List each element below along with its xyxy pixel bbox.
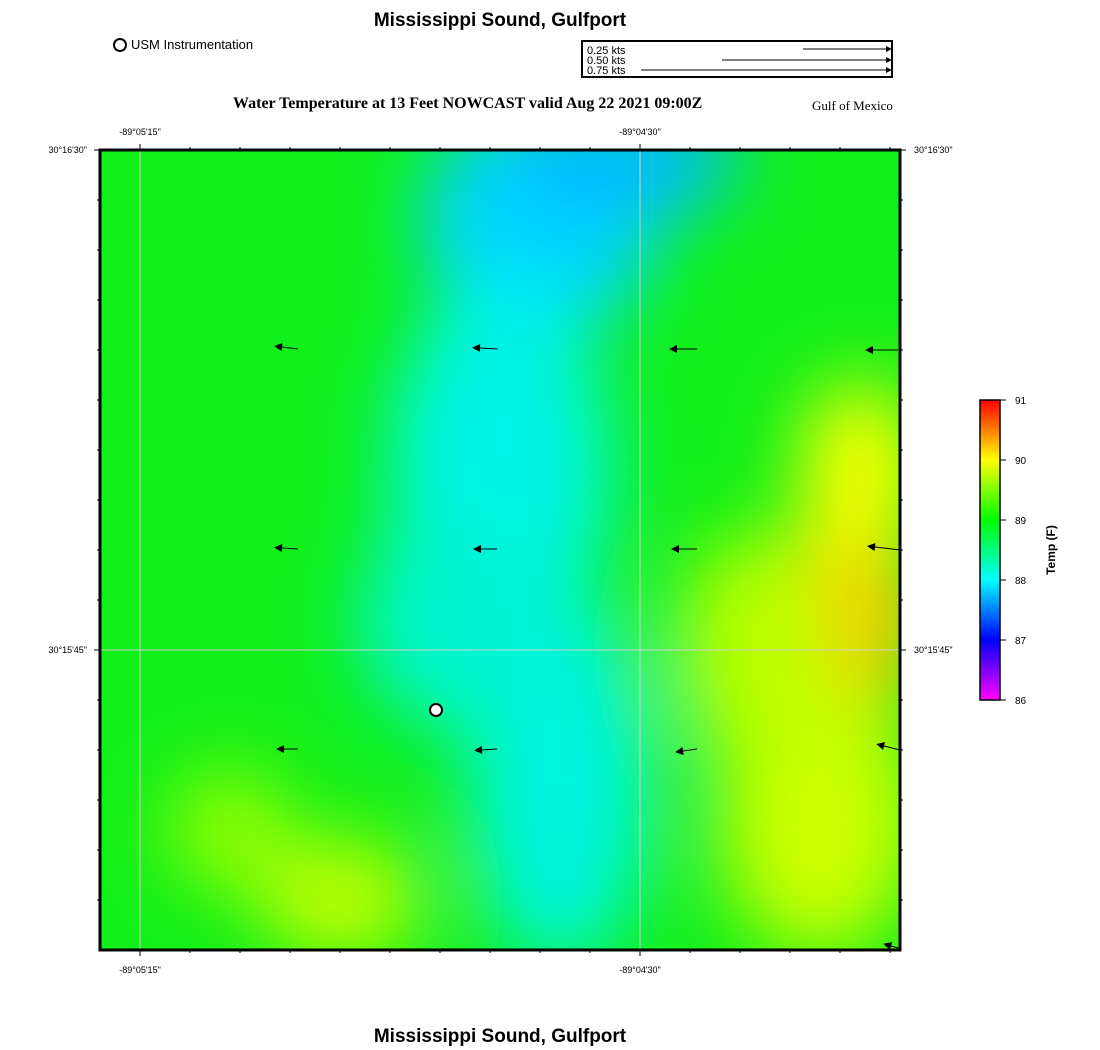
instrument-legend-label: USM Instrumentation <box>131 37 254 52</box>
region-label: Gulf of Mexico <box>812 98 893 113</box>
colorbar-label-90: 90 <box>1015 456 1027 467</box>
colorbar-label-88: 88 <box>1015 576 1027 587</box>
colorbar-title: Temp (F) <box>1044 525 1058 575</box>
colorbar-label-87: 87 <box>1015 636 1027 647</box>
lon-tick-top-1: -89°05'15" <box>119 127 161 137</box>
lat-tick-left-2: 30°15'45" <box>48 645 87 655</box>
colorbar <box>980 396 1058 707</box>
colorbar-label-86: 86 <box>1015 696 1027 707</box>
temperature-field <box>100 100 920 970</box>
lat-tick-right-1: 30°16'30" <box>914 145 953 155</box>
lon-tick-bottom-2: -89°04'30" <box>619 965 661 975</box>
map-footer-title: Mississippi Sound, Gulfport <box>373 1026 627 1047</box>
map-title: Mississippi Sound, Gulfport <box>373 10 627 31</box>
colorbar-label-89: 89 <box>1015 516 1027 527</box>
plot-subtitle: Water Temperature at 13 Feet NOWCAST valid Aug 22 2021 09:00Z <box>233 95 703 112</box>
speed-legend-label-3: 0.75 kts <box>587 65 626 77</box>
lat-tick-right-2: 30°15'45" <box>914 645 953 655</box>
lon-tick-top-2: -89°04'30" <box>619 127 661 137</box>
lon-tick-bottom-1: -89°05'15" <box>119 965 161 975</box>
colorbar-label-91: 91 <box>1015 396 1027 407</box>
lat-tick-left-1: 30°16'30" <box>48 145 87 155</box>
speed-legend-label-2: 0.50 kts <box>587 55 626 67</box>
instrument-location-marker <box>430 704 442 716</box>
colorbar-ramp <box>980 400 1000 700</box>
speed-legend-label-1: 0.25 kts <box>587 45 626 57</box>
